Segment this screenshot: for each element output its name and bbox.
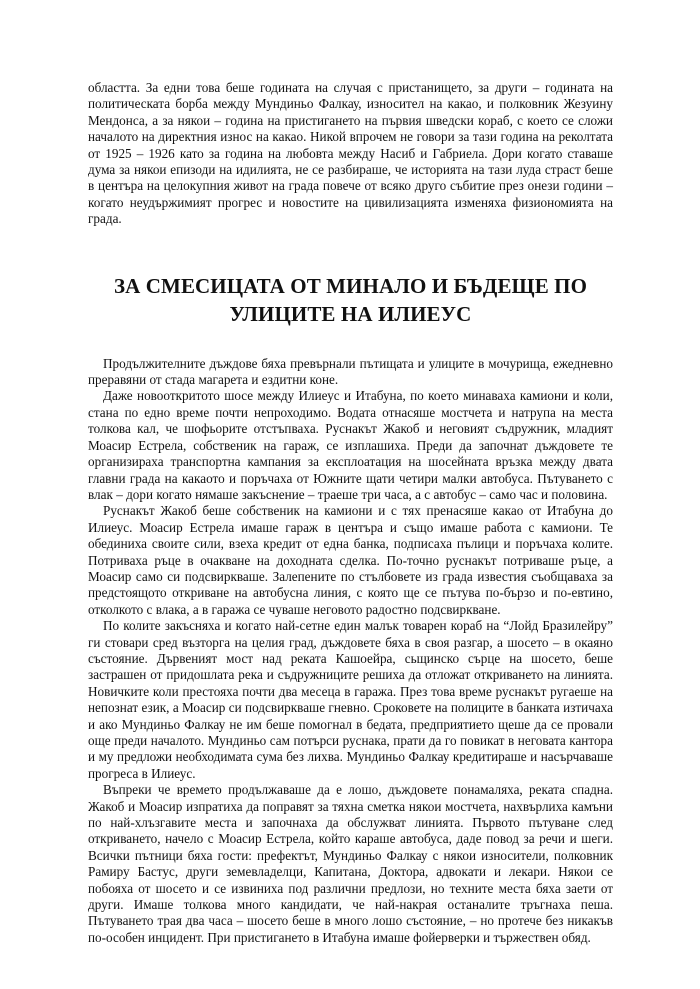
chapter-title-line-2: УЛИЦИТЕ НА ИЛИЕУС <box>229 301 472 326</box>
body-paragraph-2: Даже новооткритото шосе между Илиеус и Итабуна, по което минаваха камиони и коли, стана по едно време почти непроходимо. Водата отнасяше мостчета и натрупа на места толкова кал, че шофьорите отстъпваха. Руснакът Жакоб и неговият съдружник, младият Моасир Естрела, собственик на гараж, се изплашиха. Преди да започнат дъждовете те организираха транспортна кампания за експлоатация на шосейната връзка между двата главни града на какаото и поръчаха от Южните щати четири малки автобуса. Пътуването с влак – дори когато нямаше закъснение – траеше три часа, а с автобус – само час и половина. <box>88 388 613 502</box>
intro-paragraph: областта. За едни това беше годината на случая с пристанището, за други – годината на политическата борба между Мундиньо Фалкау, износител на какао, и полковник Жезуину Мендонса, а за някои – година на пристигането на първия шведски кораб, с което се сложи началото на директния износ на какао. Никой впрочем не говори за тази година на реколтата от 1925 – 1926 като за година на любовта между Насиб и Габриела. Дори когато ставаше дума за някои епизоди на идилията, не се разбираше, че историята на тази луда страст беше в центъра на целокупния живот на града повече от всяко друго събитие през онези години – когато неудържимият прогрес и новостите на цивилизацията изменяха физиономията на града. <box>88 80 613 227</box>
body-paragraph-5: Въпреки че времето продължаваше да е лошо, дъждовете понамаляха, реката спадна. Жакоб и Моасир изпратиха да поправят за тяхна сметка някои мостчета, нахвърлиха камъни по най-хлъзгавите места и започнаха да обслужват линията. Първото пътуване след откриването, начело с Моасир Естрела, който караше автобуса, даде повод за речи и шеги. Всички пътници бяха гости: префектът, Мундиньо Фалкау с някои износители, полковник Рамиру Бастус, други земевладелци, Капитана, Доктора, адвокати и лекари. Някои се побояха от шосето и се извиниха под различни предлози, но техните места бяха заети от други. Имаше толкова много кандидати, че най-накрая останалите тръгнаха пеша. Пътуването трая два часа – шосето беше в много лошо състояние, – но протече без никакъв по-особен инцидент. При пристигането в Итабуна имаше фойерверки и тържествен обяд. <box>88 782 613 945</box>
document-page <box>88 80 613 946</box>
body-paragraph-4: По колите закъсняха и когато най-сетне един малък товарен кораб на “Лойд Бразилейру” ги стовари сред възторга на целия град, дъждовете бяха в своя разгар, а шосето – в окаяно състояние. Дървеният мост над реката Кашоейра, сьщинско сърце на шосето, беше застрашен от придошлата река и съдружниците решиха да отложат откриването на линията. Новичките коли престояха почти два месеца в гаража. През това време руснакът ругаеше на непознат език, а Моасир си подсвиркваше гневно. Сроковете на полиците в банката изтичаха и ако Мундиньо Фалкау не им беше помогнал в бедата, предприятието щеше да се провали още преди началото. Мундиньо сам потърси руснака, прати да го повикат в неговата кантора и му предложи необходимата сума без лихва. Мундиньо Фалкау кредитираше и насърчаваше прогреса в Илиеус. <box>88 618 613 781</box>
chapter-title-line-1: ЗА СМЕСИЦАТА ОТ МИНАЛО И БЪДЕЩЕ ПО <box>113 273 588 298</box>
body-paragraph-1: Продължителните дъждове бяха превърнали пътищата и улиците в мочурища, ежедневно преравяни от стада магарета и ездитни коне. <box>88 355 613 388</box>
chapter-title <box>88 272 613 328</box>
body-paragraph-3: Руснакът Жакоб беше собственик на камиони и с тях пренасяше какао от Итабуна до Илиеус. Моасир Естрела имаше гараж в центъра и също имаше работа с камиони. Те обединиха своите сили, взеха кредит от една банка, подписаха пълици и поръчаха колите. Потриваха ръце в очакване на доходната сделка. По-точно руснакът потриваше ръце, а Моасир само си подсвиркваше. Залепените по стълбовете из града известия съобщаваха за предстоящото откриване на автобусна линия, с която ще се пътува по-бързо и по-евтино, отколкото с влака, а в гаража се чуваше неговото радостно подсвиркване. <box>88 503 613 617</box>
